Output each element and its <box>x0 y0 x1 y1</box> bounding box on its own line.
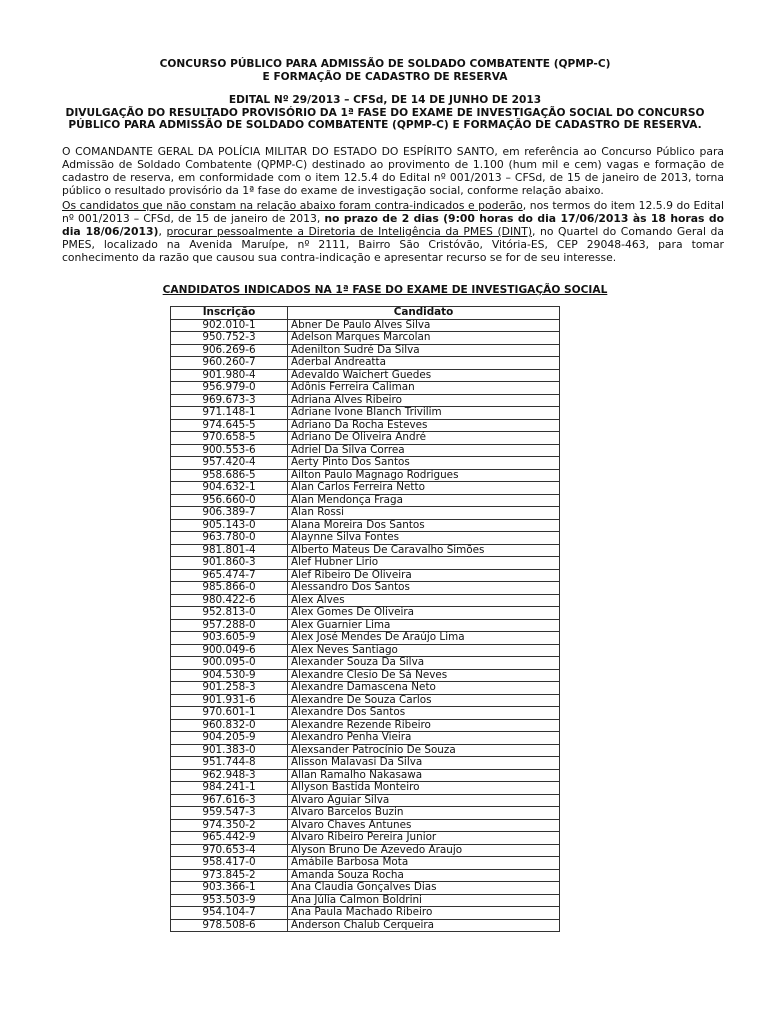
inscricao-cell: 959.547-3 <box>171 807 288 820</box>
candidato-cell: Alan Carlos Ferreira Netto <box>288 482 560 495</box>
inscricao-cell: 965.442-9 <box>171 832 288 845</box>
candidates-table <box>170 306 560 932</box>
table-row <box>171 707 560 720</box>
table-row <box>171 519 560 532</box>
inscricao-cell: 902.010-1 <box>171 319 288 332</box>
table-row <box>171 582 560 595</box>
table-row <box>171 719 560 732</box>
edital-line-3: PÚBLICO PARA ADMISSÃO DE SOLDADO COMBATENTE (QPMP-C) E FORMAÇÃO DE CADASTRO DE RESERVA. <box>68 119 702 131</box>
inscricao-cell: 901.860-3 <box>171 557 288 570</box>
inscricao-cell: 903.366-1 <box>171 882 288 895</box>
candidato-cell: Ana Claudia Gonçalves Dias <box>288 882 560 895</box>
table-row <box>171 594 560 607</box>
deadline-text: no prazo de 2 dias (9:00 horas do dia 17/06/2013 às 18 horas do dia 18/06/2013) <box>62 211 724 238</box>
candidato-cell: Alexandre Clesio De Sá Neves <box>288 669 560 682</box>
candidates-table-body <box>171 319 560 932</box>
table-row <box>171 319 560 332</box>
candidato-cell: Ailton Paulo Magnago Rodrigues <box>288 469 560 482</box>
table-row <box>171 369 560 382</box>
inscricao-cell: 985.866-0 <box>171 582 288 595</box>
table-row <box>171 807 560 820</box>
inscricao-cell: 953.503-9 <box>171 894 288 907</box>
candidato-cell: Alan Rossi <box>288 507 560 520</box>
candidato-cell: Aerty Pinto Dos Santos <box>288 457 560 470</box>
candidato-cell: Alex Alves <box>288 594 560 607</box>
inscricao-cell: 904.530-9 <box>171 669 288 682</box>
table-row <box>171 344 560 357</box>
candidato-cell: Alberto Mateus De Caravalho Simões <box>288 544 560 557</box>
candidato-cell: Ana Paula Machado Ribeiro <box>288 907 560 920</box>
candidato-cell: Alisson Malavasi Da Silva <box>288 757 560 770</box>
candidato-cell: Anderson Chalub Cerqueira <box>288 919 560 932</box>
table-row <box>171 619 560 632</box>
table-row <box>171 544 560 557</box>
candidato-cell: Alaynne Silva Fontes <box>288 532 560 545</box>
table-row <box>171 669 560 682</box>
inscricao-cell: 970.601-1 <box>171 707 288 720</box>
table-row <box>171 569 560 582</box>
inscricao-cell: 973.845-2 <box>171 869 288 882</box>
instructions-text-2: , <box>158 224 167 238</box>
inscricao-cell: 903.605-9 <box>171 632 288 645</box>
table-row <box>171 432 560 445</box>
inscricao-cell: 906.269-6 <box>171 344 288 357</box>
column-header-inscricao: Inscrição <box>171 307 288 320</box>
table-row <box>171 494 560 507</box>
table-row <box>171 782 560 795</box>
table-row <box>171 532 560 545</box>
table-row <box>171 607 560 620</box>
table-row <box>171 919 560 932</box>
inscricao-cell: 901.258-3 <box>171 682 288 695</box>
inscricao-cell: 950.752-3 <box>171 332 288 345</box>
candidato-cell: Alana Moreira Dos Santos <box>288 519 560 532</box>
edital-heading <box>40 94 730 132</box>
candidato-cell: Adriano Da Rocha Esteves <box>288 419 560 432</box>
table-row <box>171 907 560 920</box>
inscricao-cell: 956.979-0 <box>171 382 288 395</box>
inscricao-cell: 958.686-5 <box>171 469 288 482</box>
intro-paragraph: O COMANDANTE GERAL DA POLÍCIA MILITAR DO ESTADO DO ESPÍRITO SANTO, em referência ao Concurso Público para Admissão de Soldado Combatente (QPMP-C) destinado ao provimento de 1.100 (hum mil e cem) vagas e formação de cadastro de reserva, em conformidade com o item 12.5.4 do Edital nº 001/2013 – CFSd, de 15 de janeiro de 2013, torna público o resultado provisório da 1ª fase do exame de investigação social, conforme relação abaixo. <box>62 145 724 197</box>
instructions-paragraph <box>62 200 724 265</box>
inscricao-cell: 984.241-1 <box>171 782 288 795</box>
candidato-cell: Allan Ramalho Nakasawa <box>288 769 560 782</box>
candidato-cell: Alvaro Aguiar Silva <box>288 794 560 807</box>
inscricao-cell: 956.660-0 <box>171 494 288 507</box>
inscricao-cell: 971.148-1 <box>171 407 288 420</box>
table-row <box>171 894 560 907</box>
table-row <box>171 507 560 520</box>
dint-instruction: procurar pessoalmente a Diretoria de Inteligência da PMES (DINT) <box>166 224 533 238</box>
candidato-cell: Abner De Paulo Alves Silva <box>288 319 560 332</box>
candidato-cell: Adriano De Oliveira André <box>288 432 560 445</box>
candidato-cell: Adriane Ivone Blanch Trivilim <box>288 407 560 420</box>
table-row <box>171 419 560 432</box>
table-row <box>171 482 560 495</box>
candidato-cell: Alessandro Dos Santos <box>288 582 560 595</box>
inscricao-cell: 974.645-5 <box>171 419 288 432</box>
table-row <box>171 644 560 657</box>
table-row <box>171 769 560 782</box>
candidato-cell: Amanda Souza Rocha <box>288 869 560 882</box>
table-row <box>171 357 560 370</box>
inscricao-cell: 957.420-4 <box>171 457 288 470</box>
inscricao-cell: 900.553-6 <box>171 444 288 457</box>
inscricao-cell: 951.744-8 <box>171 757 288 770</box>
candidato-cell: Alexandre De Souza Carlos <box>288 694 560 707</box>
table-row <box>171 332 560 345</box>
inscricao-cell: 960.260-7 <box>171 357 288 370</box>
candidato-cell: Alef Ribeiro De Oliveira <box>288 569 560 582</box>
table-row <box>171 632 560 645</box>
candidato-cell: Alex Gomes De Oliveira <box>288 607 560 620</box>
candidato-cell: Alexandre Damascena Neto <box>288 682 560 695</box>
candidato-cell: Alex Neves Santiago <box>288 644 560 657</box>
inscricao-cell: 960.832-0 <box>171 719 288 732</box>
table-row <box>171 657 560 670</box>
title-line-1: CONCURSO PÚBLICO PARA ADMISSÃO DE SOLDADO COMBATENTE (QPMP-C) <box>159 58 611 70</box>
candidato-cell: Alexandre Rezende Ribeiro <box>288 719 560 732</box>
inscricao-cell: 954.104-7 <box>171 907 288 920</box>
candidato-cell: Alyson Bruno De Azevedo Araujo <box>288 844 560 857</box>
candidato-cell: Alex Guarnier Lima <box>288 619 560 632</box>
inscricao-cell: 980.422-6 <box>171 594 288 607</box>
inscricao-cell: 901.931-6 <box>171 694 288 707</box>
edital-line-1: EDITAL Nº 29/2013 – CFSd, DE 14 DE JUNHO DE 2013 <box>228 94 542 106</box>
table-row <box>171 557 560 570</box>
column-header-candidato: Candidato <box>288 307 560 320</box>
inscricao-cell: 962.948-3 <box>171 769 288 782</box>
candidato-cell: Amábile Barbosa Mota <box>288 857 560 870</box>
candidato-cell: Alvaro Ribeiro Pereira Junior <box>288 832 560 845</box>
inscricao-cell: 967.616-3 <box>171 794 288 807</box>
table-row <box>171 382 560 395</box>
inscricao-cell: 900.095-0 <box>171 657 288 670</box>
candidato-cell: Alexander Souza Da Silva <box>288 657 560 670</box>
edital-line-2: DIVULGAÇÃO DO RESULTADO PROVISÓRIO DA 1ª FASE DO EXAME DE INVESTIGAÇÃO SOCIAL DO CONCURSO <box>65 106 705 119</box>
table-row <box>171 757 560 770</box>
table-row <box>171 444 560 457</box>
inscricao-cell: 904.632-1 <box>171 482 288 495</box>
section-title: CANDIDATOS INDICADOS NA 1ª FASE DO EXAME DE INVESTIGAÇÃO SOCIAL <box>162 284 608 296</box>
candidato-cell: Adenilton Sudré Da Silva <box>288 344 560 357</box>
table-row <box>171 744 560 757</box>
table-row <box>171 869 560 882</box>
candidato-cell: Ana Júlia Calmon Boldrini <box>288 894 560 907</box>
table-row <box>171 732 560 745</box>
candidato-cell: Aderbal Andreatta <box>288 357 560 370</box>
candidato-cell: Adônis Ferreira Caliman <box>288 382 560 395</box>
table-row <box>171 694 560 707</box>
document-title <box>40 58 730 83</box>
inscricao-cell: 970.653-4 <box>171 844 288 857</box>
inscricao-cell: 901.383-0 <box>171 744 288 757</box>
inscricao-cell: 958.417-0 <box>171 857 288 870</box>
candidato-cell: Adriana Alves Ribeiro <box>288 394 560 407</box>
contraindicated-notice: Os candidatos que não constam na relação abaixo foram contra-indicados e poderão <box>62 199 523 212</box>
table-row <box>171 844 560 857</box>
instructions-text-1: , nos termos do item 12.5.9 do Edital nº 001/2013 – CFSd, de 15 de janeiro de 2013, <box>62 199 724 225</box>
table-row <box>171 457 560 470</box>
inscricao-cell: 952.813-0 <box>171 607 288 620</box>
table-row <box>171 819 560 832</box>
candidato-cell: Alan Mendonça Fraga <box>288 494 560 507</box>
table-row <box>171 794 560 807</box>
inscricao-cell: 901.980-4 <box>171 369 288 382</box>
candidato-cell: Alef Hubner Lirio <box>288 557 560 570</box>
inscricao-cell: 970.658-5 <box>171 432 288 445</box>
candidato-cell: Alexandre Dos Santos <box>288 707 560 720</box>
candidato-cell: Adevaldo Waichert Guedes <box>288 369 560 382</box>
instructions-text-3: , no Quartel do Comando Geral da PMES, localizado na Avenida Maruípe, nº 2111, Bairro São Cristóvão, Vitória-ES, CEP 29048-463, para tomar conhecimento da razão que causou sua contra-indicação e apresentar recurso se for de seu interesse. <box>62 224 724 264</box>
table-row <box>171 832 560 845</box>
candidato-cell: Alexsander Patrocínio De Souza <box>288 744 560 757</box>
inscricao-cell: 963.780-0 <box>171 532 288 545</box>
inscricao-cell: 900.049-6 <box>171 644 288 657</box>
candidato-cell: Alex José Mendes De Araújo Lima <box>288 632 560 645</box>
inscricao-cell: 906.389-7 <box>171 507 288 520</box>
inscricao-cell: 978.508-6 <box>171 919 288 932</box>
candidato-cell: Alexandro Penha Vieira <box>288 732 560 745</box>
inscricao-cell: 957.288-0 <box>171 619 288 632</box>
inscricao-cell: 974.350-2 <box>171 819 288 832</box>
table-row <box>171 857 560 870</box>
inscricao-cell: 905.143-0 <box>171 519 288 532</box>
inscricao-cell: 981.801-4 <box>171 544 288 557</box>
table-row <box>171 882 560 895</box>
candidato-cell: Adriel Da Silva Correa <box>288 444 560 457</box>
inscricao-cell: 969.673-3 <box>171 394 288 407</box>
table-row <box>171 394 560 407</box>
candidato-cell: Alvaro Barcelos Buzin <box>288 807 560 820</box>
table-header-row <box>171 307 560 320</box>
inscricao-cell: 965.474-7 <box>171 569 288 582</box>
table-row <box>171 682 560 695</box>
candidato-cell: Adelson Marques Marcolan <box>288 332 560 345</box>
table-row <box>171 469 560 482</box>
candidato-cell: Allyson Bastida Monteiro <box>288 782 560 795</box>
title-line-2: E FORMAÇÃO DE CADASTRO DE RESERVA <box>262 70 508 83</box>
inscricao-cell: 904.205-9 <box>171 732 288 745</box>
table-row <box>171 407 560 420</box>
candidato-cell: Alvaro Chaves Antunes <box>288 819 560 832</box>
